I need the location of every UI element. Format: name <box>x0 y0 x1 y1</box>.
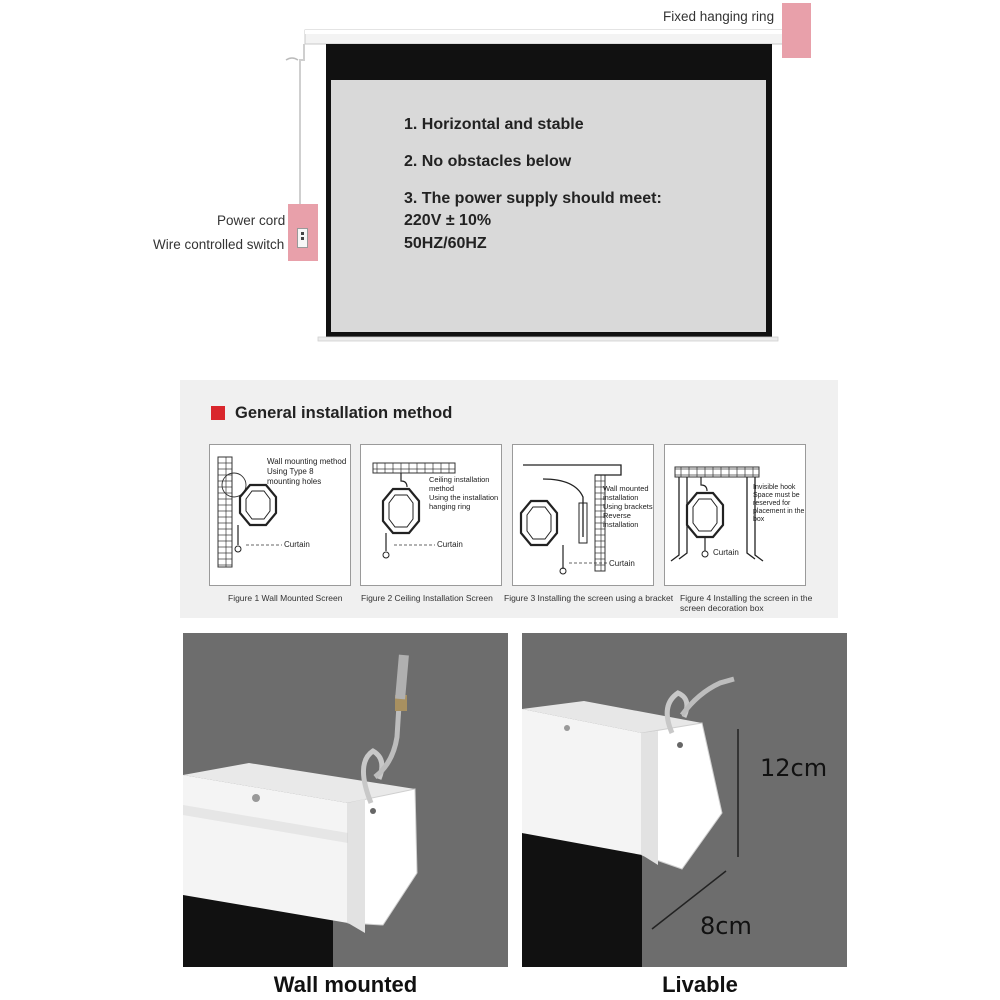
bracket-mount-drawing <box>513 445 653 585</box>
fig3-note-line1: Wall mounted <box>603 484 649 493</box>
height-dimension-label: 12cm <box>760 754 828 782</box>
figure-3-bracket <box>512 444 654 586</box>
livable-photo <box>522 633 847 967</box>
power-cord-label: Power cord <box>217 213 286 228</box>
figure-4-decoration-box <box>664 444 806 586</box>
fig3-note-line2: installation <box>603 493 639 502</box>
fig3-note-line4: Reverse <box>603 511 631 520</box>
fig2-note-line2: method <box>429 484 455 493</box>
wall-mounted-photo <box>183 633 508 967</box>
wire-switch-icon <box>297 228 308 248</box>
wall-mounted-caption: Wall mounted <box>273 972 418 997</box>
wire-controlled-switch-label: Wire controlled switch <box>153 237 285 252</box>
livable-caption: Livable <box>662 972 738 997</box>
installation-method-panel <box>180 380 838 618</box>
requirement-voltage: 220V ± 10% <box>404 212 492 229</box>
fig4-note-line4: placement in the <box>753 508 805 515</box>
figure-1-caption: Figure 1 Wall Mounted Screen <box>228 593 343 603</box>
fig1-curtain-label: Curtain <box>284 540 310 549</box>
depth-dimension-label: 8cm <box>700 912 752 940</box>
wall-mounted-housing-illustration <box>183 633 508 967</box>
fixed-hanging-ring-label: Fixed hanging ring <box>663 9 775 24</box>
figure-4-caption-line1: Figure 4 Installing the screen in the <box>680 593 813 603</box>
section-marker-icon <box>211 406 225 420</box>
ceiling-mount-drawing <box>361 445 501 585</box>
requirement-2: 2. No obstacles below <box>404 153 572 170</box>
fig3-note-line3: Using brackets <box>603 502 653 511</box>
fig1-note-line2: Using Type 8 <box>267 467 314 476</box>
figure-4-caption-line2: screen decoration box <box>680 603 764 613</box>
fig4-note-line3: reserved for <box>753 500 791 507</box>
requirement-1: 1. Horizontal and stable <box>404 116 584 133</box>
decoration-box-drawing <box>665 445 805 585</box>
fig4-note-line5: box <box>753 516 765 523</box>
figure-2-ceiling <box>360 444 502 586</box>
fig2-note-line4: hanging ring <box>429 502 471 511</box>
hanging-ring-highlight <box>782 3 811 58</box>
requirement-3: 3. The power supply should meet: <box>404 190 662 207</box>
livable-housing-illustration <box>522 633 847 967</box>
fig1-note-line3: mounting holes <box>267 477 322 486</box>
fig2-note-line3: Using the installation <box>429 493 499 502</box>
fig1-note-line1: Wall mounting method <box>267 457 347 466</box>
projector-screen-diagram <box>0 0 1000 360</box>
fig3-curtain-label: Curtain <box>609 559 635 568</box>
installation-title: General installation method <box>235 404 453 422</box>
fig4-curtain-label: Curtain <box>713 548 739 557</box>
figure-3-caption: Figure 3 Installing the screen using a bracket <box>504 593 674 603</box>
screen-illustration <box>0 0 1000 360</box>
fig2-curtain-label: Curtain <box>437 540 463 549</box>
fig4-note-line1: Invisible hook <box>753 484 796 491</box>
requirement-frequency: 50HZ/60HZ <box>404 235 487 252</box>
figure-2-caption: Figure 2 Ceiling Installation Screen <box>361 593 493 603</box>
wall-mount-drawing <box>210 445 350 585</box>
fig2-note-line1: Ceiling installation <box>429 475 490 484</box>
figure-1-wall-mounted <box>209 444 351 586</box>
fig3-note-line5: installation <box>603 520 639 529</box>
fig4-note-line2: Space must be <box>753 492 800 499</box>
